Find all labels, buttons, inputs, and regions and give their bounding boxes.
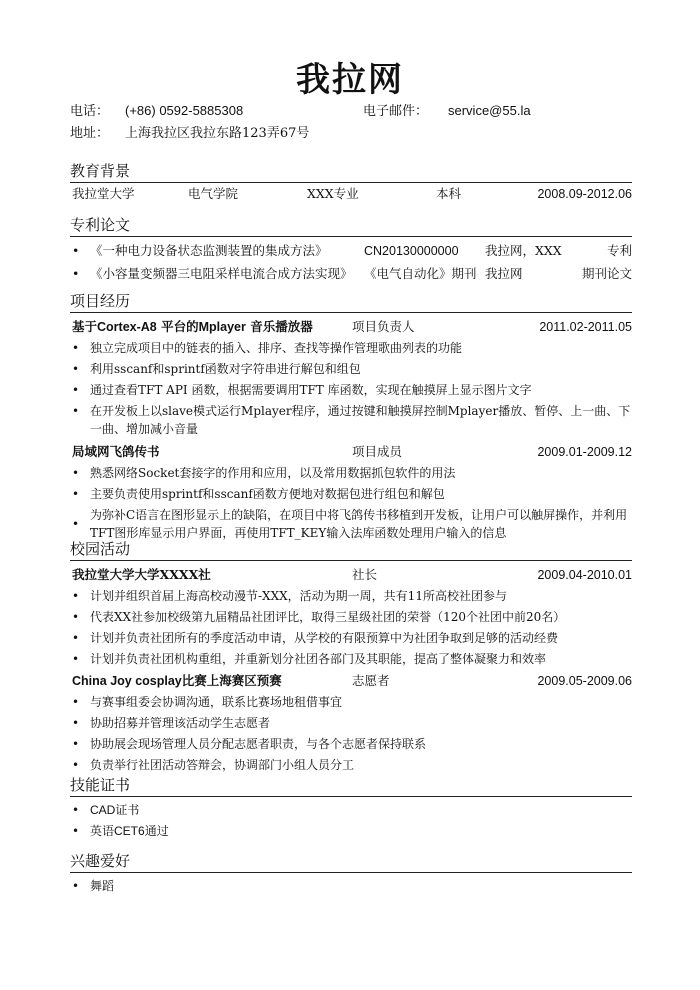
list-item — [70, 801, 632, 819]
bullet-icon: • — [72, 758, 80, 772]
patents-title: 专利论文 — [70, 214, 632, 237]
list-item-text: 利用sscanf和sprintf函数对字符串进行解包和组包 — [90, 362, 361, 376]
hobbies-section — [70, 850, 632, 898]
list-item — [70, 506, 632, 542]
project-title-text: 音乐播放器 — [245, 319, 313, 334]
list-item — [70, 693, 632, 711]
phone-line — [70, 100, 243, 119]
hobbies-title: 兴趣爱好 — [70, 850, 632, 873]
list-item — [70, 714, 632, 732]
activity-date: 2009.04-2010.01 — [537, 568, 632, 582]
list-item-text: 与赛事组委会协调沟通，联系比赛场地租借事宜 — [90, 695, 343, 709]
project-title: 局域网飞鸽传书 — [72, 444, 160, 459]
project-title — [72, 317, 313, 337]
patent-row — [70, 264, 632, 284]
bullet-icon: • — [72, 716, 80, 730]
list-item-text: 主要负责使用sprintf和sscanf函数方便地对数据包进行组包和解包 — [90, 487, 445, 501]
activity-bullets — [70, 693, 632, 774]
projects-section — [70, 290, 632, 545]
phone-label: 电话： — [70, 104, 110, 119]
list-item — [70, 650, 632, 668]
list-item-text: 协助招募并管理该活动学生志愿者 — [90, 716, 271, 730]
patent-row — [70, 241, 632, 261]
bullet-icon: • — [72, 341, 80, 355]
project-date: 2011.02-2011.05 — [539, 320, 632, 334]
activity-bullets — [70, 587, 632, 668]
list-item — [70, 629, 632, 647]
project-header — [70, 317, 632, 337]
list-item-text: 计划并组织首届上海高校动漫节-XXX，活动为期一周，共有11所高校社团参与 — [90, 589, 507, 603]
hobby-text: 舞蹈 — [90, 879, 115, 893]
bullet-icon: • — [72, 266, 80, 281]
list-item — [70, 464, 632, 482]
bullet-icon: • — [72, 695, 80, 709]
project-title-text: Mplayer — [198, 320, 246, 334]
patent-authors: 我拉网 — [485, 266, 523, 281]
list-item — [70, 339, 632, 357]
skill-text: CET6 — [114, 824, 145, 838]
list-item-text: 负责举行社团活动答辩会，协调部门小组人员分工 — [90, 758, 355, 772]
address-label: 地址： — [70, 126, 110, 141]
activity-title-text: China Joy cosplay — [72, 674, 182, 688]
bullet-icon: • — [72, 243, 80, 258]
list-item-text: 计划并负责社团所有的季度活动申请，从学校的有限预算中为社团争取到足够的活动经费 — [90, 631, 559, 645]
bullet-icon: • — [72, 466, 80, 480]
bullet-icon: • — [72, 362, 80, 376]
email-value[interactable]: service@55.la — [448, 103, 531, 118]
education-date: 2008.09-2012.06 — [537, 187, 632, 201]
skill-text: 证书 — [115, 803, 140, 817]
hobbies-list — [70, 877, 632, 895]
bullet-icon: • — [72, 824, 80, 838]
education-college: 电气学院 — [188, 186, 239, 201]
education-row — [70, 184, 632, 204]
skill-text: CAD — [90, 803, 116, 817]
project-header — [70, 442, 632, 462]
skill-text: 通过 — [144, 824, 169, 838]
bullet-icon: • — [72, 631, 80, 645]
bullet-icon: • — [72, 737, 80, 751]
list-item — [70, 402, 632, 438]
bullet-icon: • — [72, 589, 80, 603]
patent-type: 专利 — [606, 243, 632, 258]
skills-title: 技能证书 — [70, 774, 632, 797]
bullet-icon: • — [72, 487, 80, 501]
list-item — [70, 756, 632, 774]
bullet-icon: • — [72, 517, 80, 531]
email-label: 电子邮件： — [363, 104, 429, 119]
list-item — [70, 381, 632, 399]
education-major: XXX专业 — [307, 186, 359, 201]
project-date: 2009.01-2009.12 — [537, 445, 632, 459]
activity-header — [70, 671, 632, 691]
resume-name: 我拉网 — [296, 60, 404, 100]
activity-title: 我拉堂大学大学XXXX社 — [72, 567, 211, 582]
email-line — [363, 100, 531, 119]
bullet-icon: • — [72, 879, 80, 893]
project-bullets — [70, 339, 632, 438]
list-item — [70, 735, 632, 753]
project-bullets — [70, 464, 632, 542]
patent-authors: 我拉网，XXX — [485, 243, 562, 258]
projects-title: 项目经历 — [70, 290, 632, 313]
patent-title: 《一种电力设备状态监测装置的集成方法》 — [90, 243, 328, 258]
bullet-icon: • — [72, 404, 80, 418]
activity-date: 2009.05-2009.06 — [537, 674, 632, 688]
activity-title-text: 比赛上海赛区预赛 — [181, 673, 282, 688]
skills-section — [70, 774, 632, 843]
list-item — [70, 360, 632, 378]
project-title-text: 平台的 — [156, 319, 199, 334]
bullet-icon: • — [72, 383, 80, 397]
list-item-text: 代表XX社参加校级第九届精品社团评比，取得三星级社团的荣誉（120个社团中前20名） — [90, 610, 566, 624]
activity-title — [72, 671, 282, 691]
education-section — [70, 160, 632, 204]
activity-role: 志愿者 — [352, 673, 390, 688]
activity-header — [70, 565, 632, 585]
patent-number: CN20130000000 — [364, 244, 459, 258]
phone-value: (+86) 0592-5885308 — [125, 103, 244, 118]
list-item — [70, 485, 632, 503]
bullet-icon: • — [72, 652, 80, 666]
list-item — [70, 608, 632, 626]
project-role: 项目成员 — [352, 444, 403, 459]
list-item — [70, 587, 632, 605]
activity-role: 社长 — [352, 567, 378, 582]
list-item — [70, 822, 632, 840]
patent-type: 期刊论文 — [581, 266, 632, 281]
list-item-text: 计划并负责社团机构重组，并重新划分社团各部门及其职能，提高了整体凝聚力和效率 — [90, 652, 547, 666]
education-school: 我拉堂大学 — [72, 186, 135, 201]
patent-journal: 《电气自动化》期刊 — [364, 266, 477, 281]
list-item-text: 独立完成项目中的链表的插入、排序、查找等操作管理歌曲列表的功能 — [90, 341, 463, 355]
education-title: 教育背景 — [70, 160, 632, 183]
campus-section — [70, 538, 632, 777]
patents-section — [70, 214, 632, 284]
campus-title: 校园活动 — [70, 538, 632, 561]
list-item-text: 在开发板上以slave模式运行Mplayer程序，通过按键和触摸屏控制Mplayer播放、暂停、上一曲、下一曲、增加减小音量 — [90, 404, 631, 436]
list-item-text: 通过查看TFT API 函数，根据需要调用TFT 库函数，实现在触摸屏上显示图片文字 — [90, 383, 532, 397]
skill-text: 英语 — [90, 824, 115, 838]
project-title-text: 基于 — [72, 319, 98, 334]
project-role: 项目负责人 — [352, 319, 415, 334]
education-degree: 本科 — [436, 186, 462, 201]
list-item — [70, 877, 632, 895]
address-value: 上海我拉区我拉东路123弄67号 — [125, 126, 310, 141]
skills-list — [70, 801, 632, 840]
bullet-icon: • — [72, 610, 80, 624]
list-item-text: 协助展会现场管理人员分配志愿者职责，与各个志愿者保持联系 — [90, 737, 427, 751]
list-item-text: 为弥补C语言在图形显示上的缺陷，在项目中将飞鸽传书移植到开发板，让用户可以触屏操作，并利用TFT图形库显示用户界面，再使用TFT_KEY输入法库函数处理用户输入的信息 — [90, 508, 628, 540]
patent-title: 《小容量变频器三电阻采样电流合成方法实现》 — [90, 266, 353, 281]
list-item-text: 熟悉网络Socket套接字的作用和应用，以及常用数据抓包软件的用法 — [90, 466, 456, 480]
bullet-icon: • — [72, 803, 80, 817]
project-title-text: Cortex-A8 — [97, 320, 157, 334]
address-line — [70, 122, 309, 141]
